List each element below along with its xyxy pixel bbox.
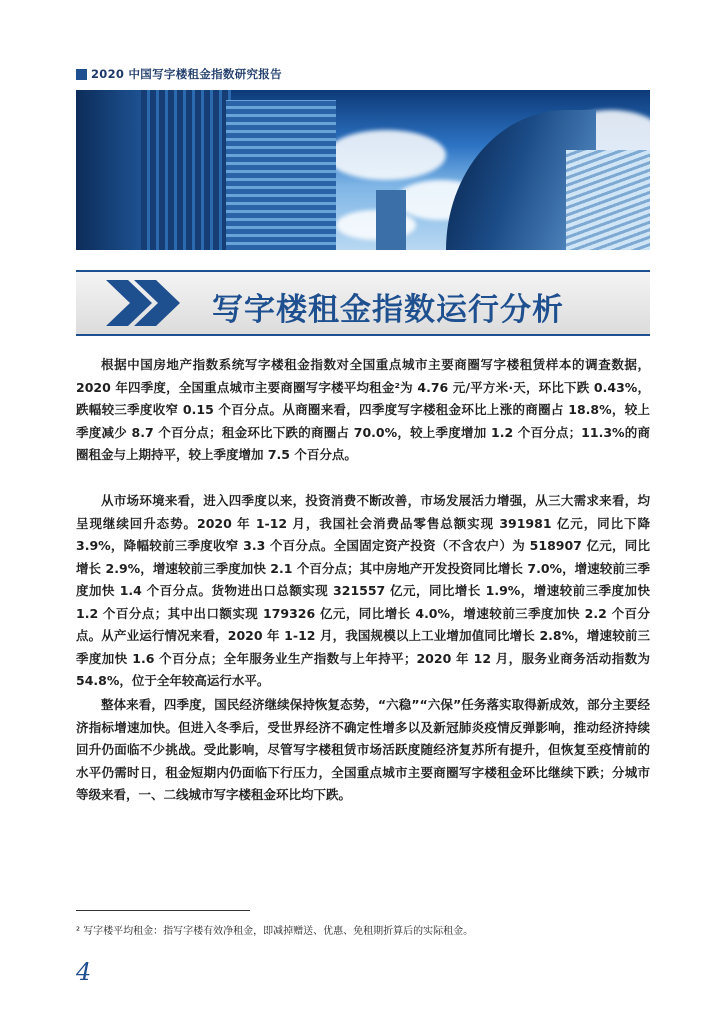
section-title: 写字楼租金指数运行分析: [212, 292, 564, 328]
running-header-title: 2020 中国写字楼租金指数研究报告: [91, 67, 282, 81]
paragraph: [76, 490, 650, 693]
paragraph: [76, 694, 650, 807]
footnote-divider: [76, 910, 250, 911]
section-title-band: [76, 270, 650, 336]
page-number: 4: [76, 958, 92, 986]
paragraph: [76, 354, 650, 467]
header-square-icon: [76, 69, 87, 80]
paragraph-text: 根据中国房地产指数系统写字楼租金指数对全国重点城市主要商圈写字楼租赁样本的调查数据，2020 年四季度，全国重点城市主要商圈写字楼平均租金²为 4.76 元/平方米·天，环比下跌 0.43%，跌幅较三季度收窄 0.15 个百分点。从商圈来看，四季度写字楼租金环比上涨的商圈占 18.8%，较上季度减少 8.7 个百分点；租金环比下跌的商圈占 70.0%，较上季度增加 1.2 个百分点；11.3%的商圈租金与上期持平，较上季度增加 7.5 个百分点。: [76, 357, 650, 462]
footnote: ² 写字楼平均租金：指写字楼有效净租金，即减掉赠送、优惠、免租期折算后的实际租金。: [76, 926, 474, 937]
paragraph-text: 整体来看，四季度，国民经济继续保持恢复态势，“六稳”“六保”任务落实取得新成效，部分主要经济指标增速加快。但进入冬季后，受世界经济不确定性增多以及新冠肺炎疫情反弹影响，推动经济持续回升仍面临不少挑战。受此影响，尽管写字楼租赁市场活跃度随经济复苏所有提升，但恢复至疫情前的水平仍需时日，租金短期内仍面临下行压力，全国重点城市主要商圈写字楼租金环比继续下跌；分城市等级来看，一、二线城市写字楼租金环比均下跌。: [76, 697, 650, 802]
banner-image: [76, 90, 650, 250]
running-header: [76, 66, 282, 82]
paragraph-text: 从市场环境来看，进入四季度以来，投资消费不断改善，市场发展活力增强，从三大需求来看，均呈现继续回升态势。2020 年 1-12 月，我国社会消费品零售总额实现 391981 亿元，同比下降 3.9%，降幅较前三季度收窄 3.3 个百分点。全国固定资产投资（不含农户）为 518907 亿元，同比增长 2.9%，增速较前三季度加快 2.1 个百分点；其中房地产开发投资同比增长 7.0%，增速较前三季度加快 1.4 个百分点。货物进出口总额实现 321557 亿元，同比增长 1.9%，增速较前三季度加快 1.2 个百分点；其中出口额实现 179326 亿元，同比增长 4.0%，增速较前三季度加快 2.2 个百分点。从产业运行情况来看，2020 年 1-12 月，我国规模以上工业增加值同比增长 2.8%，增速较前三季度加快 1.6 个百分点；全年服务业生产指数与上年持平；2020 年 12 月，服务业商务活动指数为 54.8%，位于全年较高运行水平。: [76, 493, 650, 688]
